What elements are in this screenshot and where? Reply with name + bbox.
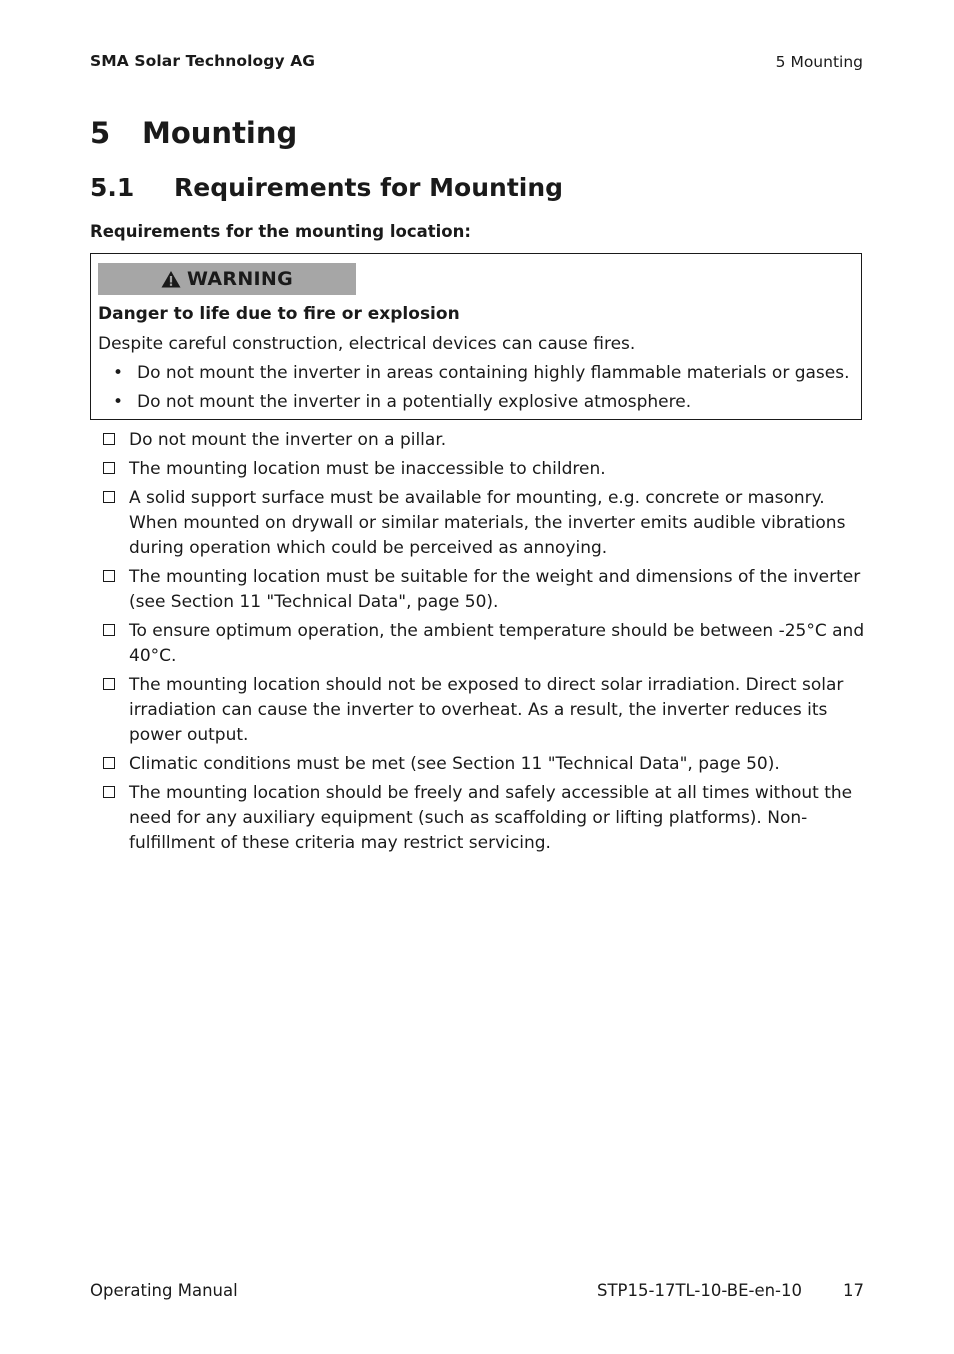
warning-label-bar bbox=[98, 263, 356, 295]
requirement-item: The mounting location must be suitable for the weight and dimensions of the inverter (see Section 11 "Technical Data", page 50). bbox=[101, 565, 866, 615]
chapter-number: 5 bbox=[90, 116, 111, 150]
section-heading bbox=[90, 173, 563, 202]
checkbox-icon bbox=[103, 570, 115, 582]
warning-bullet: • Do not mount the inverter in a potentially explosive atmosphere. bbox=[113, 392, 692, 412]
requirement-item: The mounting location should not be exposed to direct solar irradiation. Direct solar irradiation can cause the inverter to overheat. As a result, the inverter reduces its power output. bbox=[101, 673, 866, 748]
checkbox-icon bbox=[103, 433, 115, 445]
warning-title: Danger to life due to fire or explosion bbox=[98, 304, 460, 324]
subheading: Requirements for the mounting location: bbox=[90, 222, 471, 241]
requirement-item: The mounting location must be inaccessible to children. bbox=[101, 457, 866, 482]
checkbox-icon bbox=[103, 757, 115, 769]
warning-label: WARNING bbox=[186, 268, 293, 290]
warning-bullet: • Do not mount the inverter in areas containing highly flammable materials or gases. bbox=[113, 363, 850, 383]
warning-triangle-icon bbox=[161, 270, 181, 288]
footer-doc-id: STP15-17TL-10-BE-en-10 bbox=[597, 1281, 803, 1300]
section-title: Requirements for Mounting bbox=[174, 173, 564, 202]
requirement-item: A solid support surface must be available for mounting, e.g. concrete or masonry. When mounted on drywall or similar materials, the inverter emits audible vibrations during operation which could be perceived as annoying. bbox=[101, 486, 866, 561]
requirement-item: The mounting location should be freely and safely accessible at all times without the need for any auxiliary equipment (such as scaffolding or lifting platforms). Non-fulfillment of these criteria may restrict servicing. bbox=[101, 781, 866, 856]
page-number: 17 bbox=[843, 1281, 864, 1300]
header-chapter: 5 Mounting bbox=[775, 53, 863, 71]
requirement-item: Climatic conditions must be met (see Section 11 "Technical Data", page 50). bbox=[101, 752, 866, 777]
chapter-title: Mounting bbox=[142, 116, 298, 150]
section-number: 5.1 bbox=[90, 173, 135, 202]
checkbox-icon bbox=[103, 624, 115, 636]
warning-text: Despite careful construction, electrical devices can cause fires. bbox=[98, 334, 636, 354]
chapter-heading bbox=[90, 116, 297, 150]
checkbox-icon bbox=[103, 786, 115, 798]
checkbox-icon bbox=[103, 462, 115, 474]
requirement-item: To ensure optimum operation, the ambient temperature should be between -25°C and 40°C. bbox=[101, 619, 866, 669]
header-company: SMA Solar Technology AG bbox=[90, 52, 316, 70]
footer-manual: Operating Manual bbox=[90, 1281, 238, 1300]
checkbox-icon bbox=[103, 678, 115, 690]
requirement-item: Do not mount the inverter on a pillar. bbox=[101, 428, 866, 453]
requirements-list bbox=[101, 428, 866, 860]
warning-box bbox=[90, 253, 862, 420]
checkbox-icon bbox=[103, 491, 115, 503]
